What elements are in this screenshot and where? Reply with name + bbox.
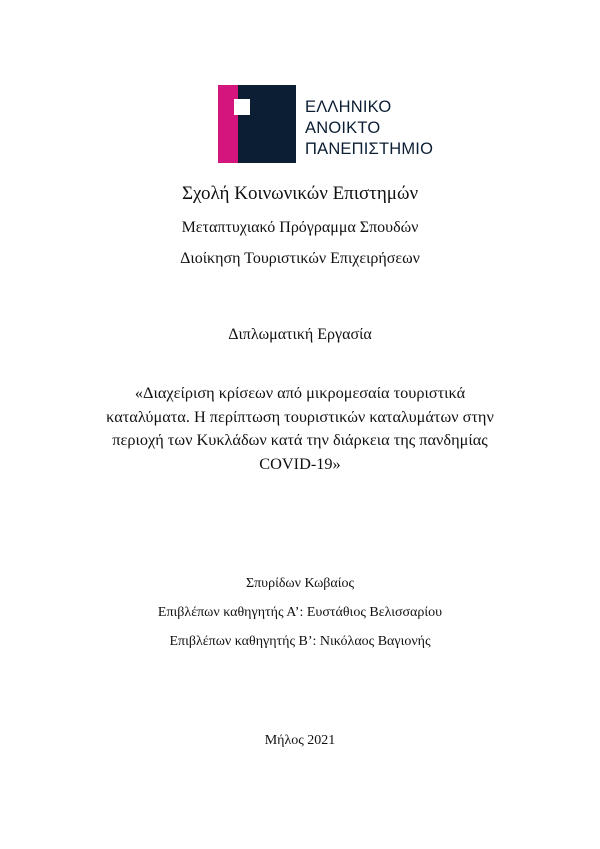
place-date: Μήλος 2021	[264, 733, 336, 748]
logo-line-2: ΑΝΟΙΚΤΟ	[305, 119, 381, 137]
logo-line-1: ΕΛΛΗΝΙΚΟ	[305, 98, 392, 116]
specialization-name: Διοίκηση Τουριστικών Επιχειρήσεων	[180, 250, 420, 267]
thesis-title-line-1: «Διαχείριση κρίσεων από μικρομεσαία τουριστικά	[134, 383, 466, 402]
thesis-title	[75, 381, 525, 475]
logo-line-3: ΠΑΝΕΠΙΣΤΗΜΙΟ	[305, 140, 434, 158]
university-logo	[218, 85, 448, 165]
thesis-title-line-3: περιοχή των Κυκλάδων κατά την διάρκεια της πανδημίας	[112, 430, 488, 449]
logo-wordmark	[305, 97, 433, 160]
thesis-title-line-4: COVID-19»	[259, 453, 341, 473]
author-name: Σπυρίδων Κωβαίος	[245, 576, 355, 591]
thesis-title-line-2: καταλύματα. Η περίπτωση τουριστικών καταλυμάτων στην	[106, 406, 494, 426]
supervisor-a: Επιβλέπων καθηγητής Α’: Ευστάθιος Βελισσαρίου	[157, 605, 443, 620]
document-type: Διπλωματική Εργασία	[228, 326, 372, 343]
supervisor-b: Επιβλέπων καθηγητής Β’: Νικόλαος Βαγιονής	[169, 634, 431, 649]
school-name: Σχολή Κοινωνικών Επιστημών	[181, 183, 419, 204]
logo-mark-icon	[218, 85, 298, 165]
program-name: Μεταπτυχιακό Πρόγραμμα Σπουδών	[181, 219, 419, 236]
